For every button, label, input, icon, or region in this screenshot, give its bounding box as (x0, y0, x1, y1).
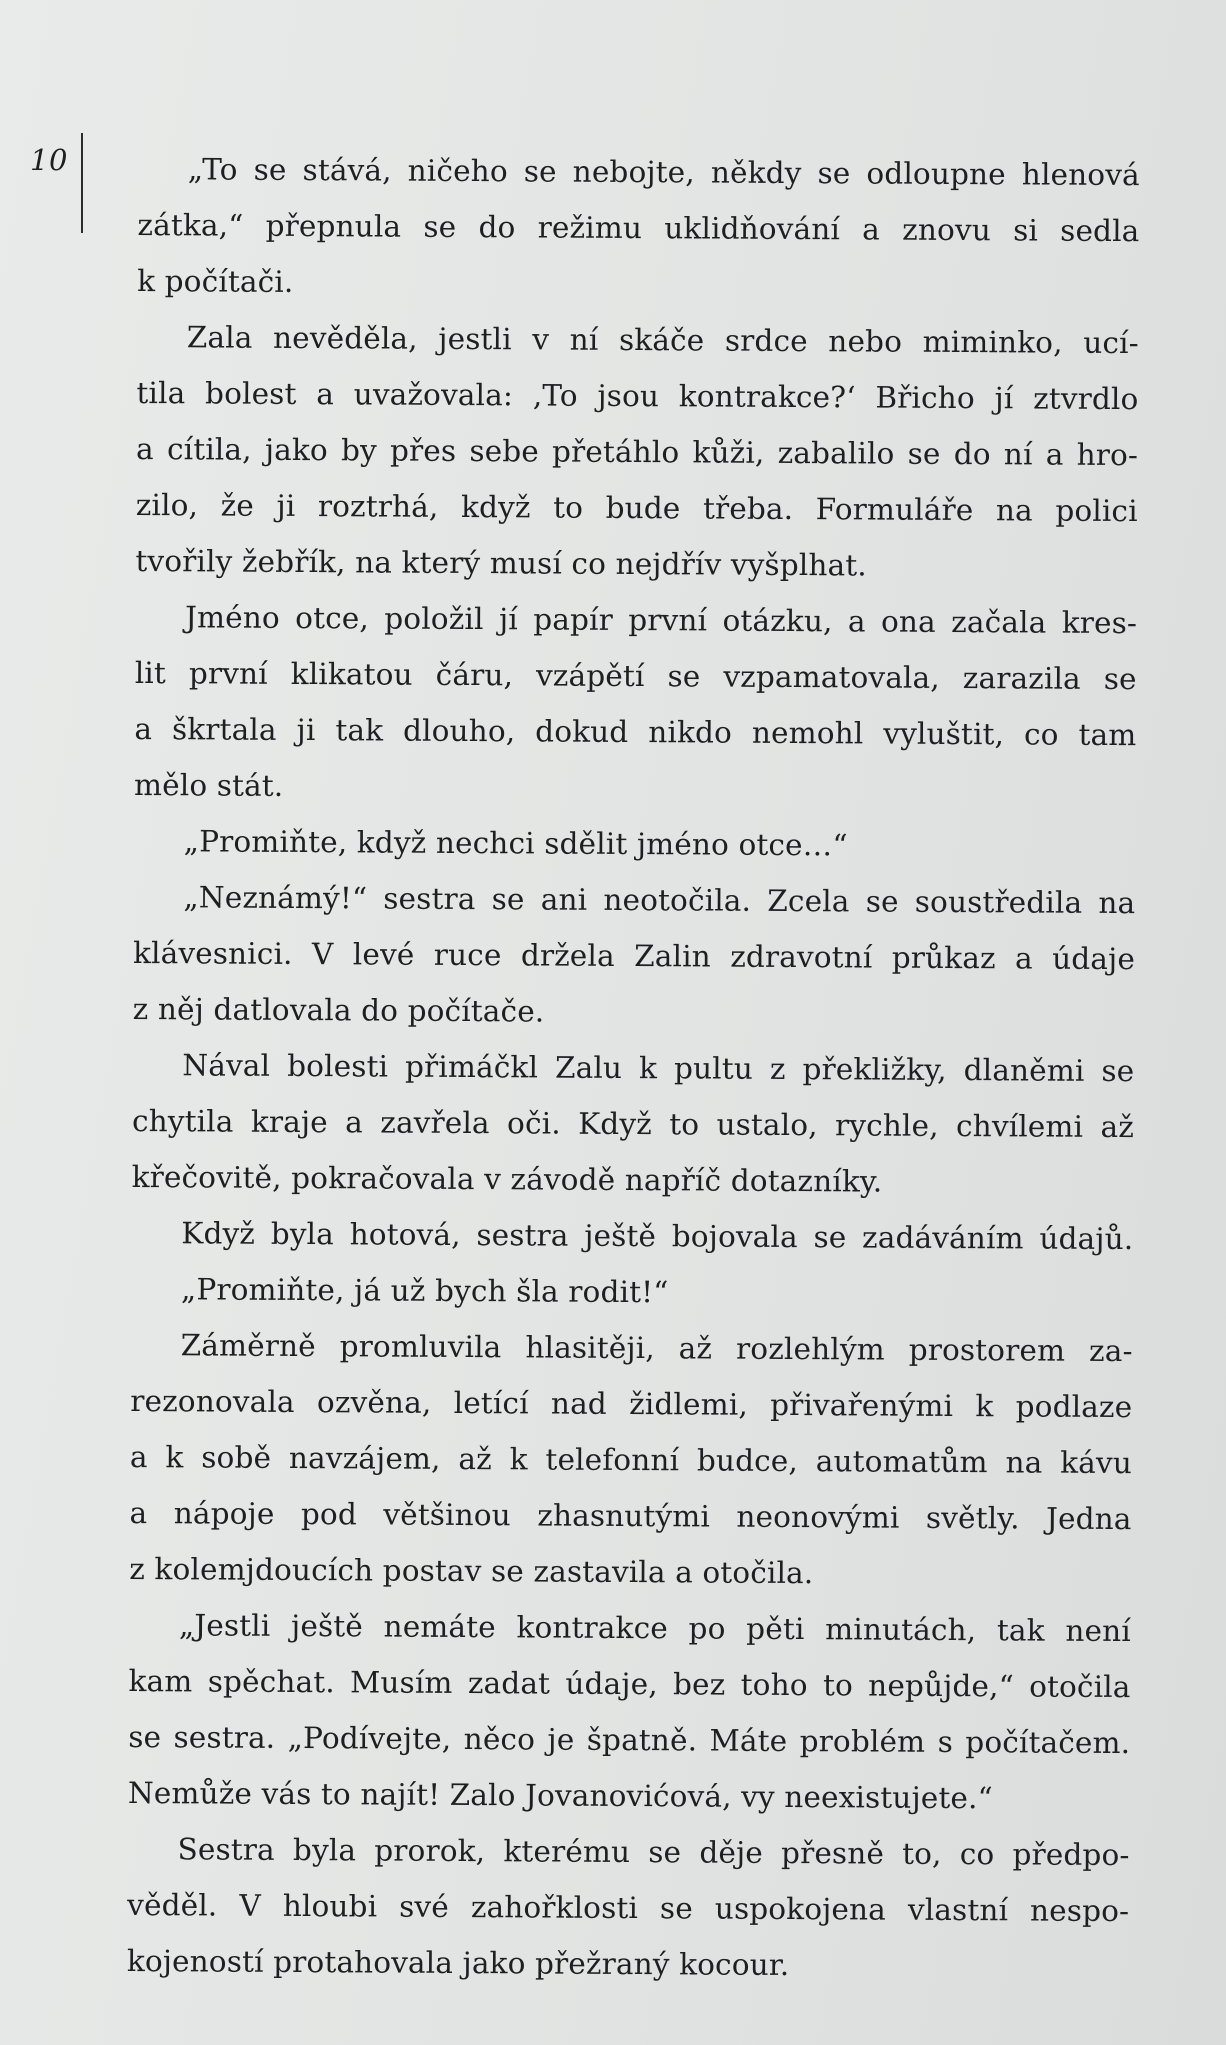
text-line: lit první klikatou čáru, vzápětí se vzpamatovala, zarazila se (134, 655, 1137, 697)
text-line: a nápoje pod většinou zhasnutými neonovými světly. Jedna (129, 1495, 1132, 1537)
text-line: „To se stává, ničeho se nebojte, někdy se odloupne hlenová (187, 152, 1140, 193)
text-line: a cítila, jako by přes sebe přetáhlo kůži, zabalilo se do ní a hro- (136, 431, 1139, 473)
text-line: kam spěchat. Musím zadat údaje, bez toho to nepůjde,“ otočila (128, 1663, 1131, 1705)
text-line: se sestra. „Podívejte, něco je špatně. Máte problém s počítačem. (128, 1719, 1131, 1761)
text-line: rezonovala ozvěna, letící nad židlemi, přivařenými k podlaze (130, 1383, 1133, 1425)
text-line: Jméno otce, položil jí papír první otázku, a ona začala kres- (184, 600, 1138, 641)
text-line: mělo stát. (133, 767, 284, 803)
text-line: z něj datlovala do počítače. (132, 991, 545, 1029)
text-line: zátka,“ přepnula se do režimu uklidňování a znovu si sedla (137, 207, 1140, 249)
text-line: k počítači. (137, 263, 294, 299)
text-line: z kolemjdoucích postav se zastavila a otočila. (129, 1551, 814, 1591)
margin-rule (81, 133, 83, 233)
text-line: věděl. V hloubi své zahořklosti se uspokojena vlastní nespo- (127, 1887, 1130, 1929)
text-line: „Jestli ještě nemáte kontrakce po pěti minutách, tak není (178, 1608, 1132, 1649)
text-line: kojeností protahovala jako přežraný kocour. (126, 1943, 790, 1983)
text-line: „Promiňte, já už bych šla rodit!“ (180, 1272, 669, 1310)
text-line: Nával bolesti přimáčkl Zalu k pultu z překližky, dlaněmi se (182, 1048, 1135, 1089)
text-line: Nemůže vás to najít! Zalo Jovanovićová, vy neexistujete.“ (127, 1775, 993, 1816)
text-line: zilo, že ji roztrhá, když to bude třeba. Formuláře na polici (135, 487, 1138, 529)
text-line: Sestra byla prorok, kterému se děje přesně to, co předpo- (177, 1832, 1130, 1873)
text-line: chytila kraje a zavřela oči. Když to ustalo, rychle, chvílemi až (131, 1103, 1135, 1145)
text-line: tvořily žebřík, na který musí co nejdřív vyšplhat. (135, 543, 867, 583)
text-line: a k sobě navzájem, až k telefonní budce, automatům na kávu (129, 1439, 1133, 1481)
text-line: Když byla hotová, sestra ještě bojovala se zadáváním údajů. (181, 1216, 1134, 1257)
text-line: „Promiňte, když nechci sdělit jméno otce…“ (183, 824, 848, 863)
text-line: Záměrně promluvila hlasitěji, až rozlehlým prostorem za- (180, 1328, 1133, 1369)
text-line: tila bolest a uvažovala: ‚To jsou kontrakce?‘ Břicho jí ztvrdlo (136, 375, 1139, 417)
text-line: křečovitě, pokračovala v závodě napříč dotazníky. (131, 1159, 883, 1199)
text-line: Zala nevěděla, jestli v ní skáče srdce nebo miminko, ucí- (186, 320, 1139, 361)
text-line: „Neznámý!“ sestra se ani neotočila. Zcela se soustředila na (183, 880, 1136, 921)
text-line: klávesnici. V levé ruce držela Zalin zdravotní průkaz a údaje (132, 935, 1136, 977)
body-text (127, 141, 1140, 1995)
text-line: a škrtala ji tak dlouho, dokud nikdo nemohl vyluštit, co tam (134, 711, 1137, 753)
page-number: 10 (30, 143, 68, 177)
